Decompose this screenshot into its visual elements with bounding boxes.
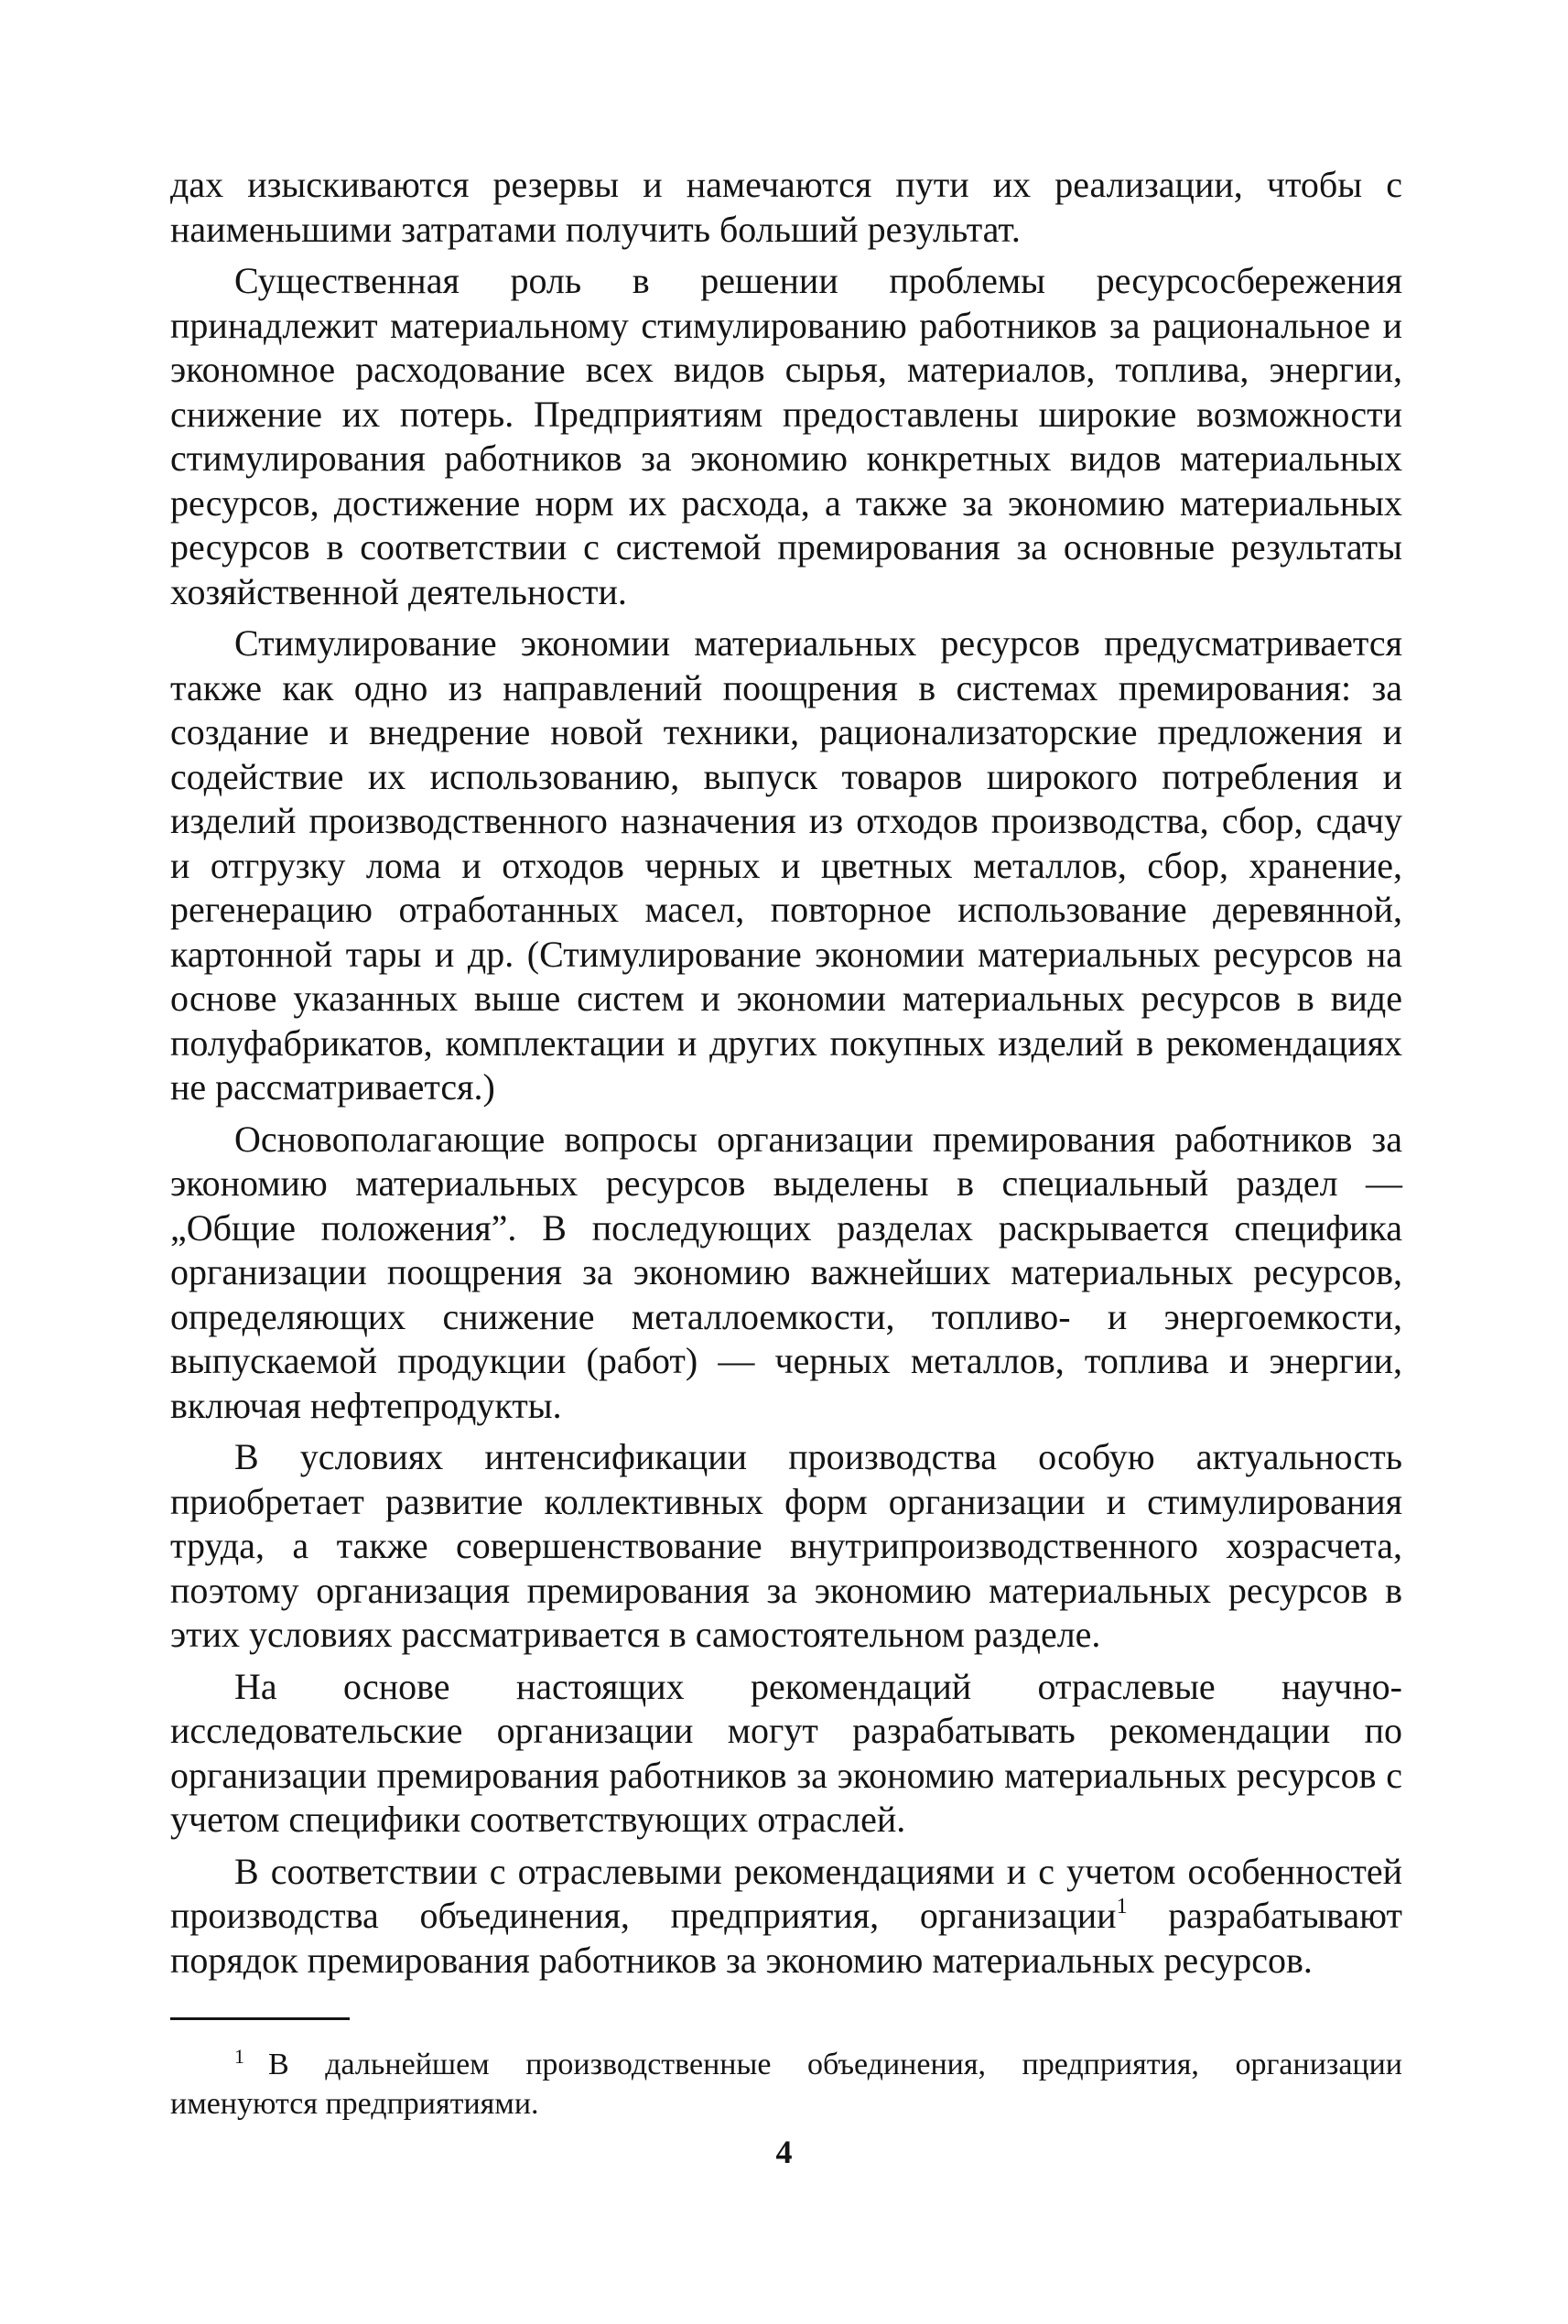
page-number: 4 <box>775 2134 793 2170</box>
footnote-divider <box>170 2017 350 2020</box>
paragraph: Существенная роль в решении проблемы ресурсосбережения принадлежит материальному стимулированию работников за рациональное и экономное расходование всех видов сырья, материалов, топлива, энергии, снижение их потерь. Предприятиям предоставлены широкие возможности стимулирования работников за экономию конкретных видов материальных ресурсов, достижение норм их расхода, а также за экономию материальных ресурсов в соответствии с системой премирования за основные результаты хозяйственной деятельности. <box>170 260 1402 612</box>
paragraph: Стимулирование экономии материальных ресурсов предусматривается также как одно из направлений поощрения в системах премирования: за создание и внедрение новой техники, рационализаторские предложения и содействие их использованию, выпуск товаров широкого потребления и изделий производственного назначения из отходов производства, сбор, сдачу и отгрузку лома и отходов черных и цветных металлов, сбор, хранение, регенерацию отработанных масел, повторное использование деревянной, картонной тары и др. (Стимулирование экономии материальных ресурсов на основе указанных выше систем и экономии материальных ресурсов в виде полуфабрикатов, комплектации и других покупных изделий в рекомендациях не рассматривается.) <box>170 622 1402 1108</box>
footnote <box>170 2045 1402 2124</box>
paragraph: Основополагающие вопросы организации премирования работников за экономию материальных ресурсов выделены в специальный раздел — „Общие положения”. В последующих разделах раскрывается специфика организации поощрения за экономию важнейших материальных ресурсов, определяющих снижение металлоемкости, топливо- и энергоемкости, выпускаемой продукции (работ) — черных металлов, топлива и энергии, включая нефтепродукты. <box>170 1118 1402 1426</box>
paragraph-text-start: В соответствии с отраслевыми рекомендациями и с учетом особенностей производства объединения, предприятия, организации <box>170 1850 1402 1936</box>
paragraph: В условиях интенсификации производства особую актуальность приобретает развитие коллективных форм организации и стимулирования труда, а также совершенствование внутрипроизводственного хозрасчета, поэтому организация премирования за экономию материальных ресурсов в этих условиях рассматривается в самостоятельном разделе. <box>170 1436 1402 1655</box>
footnote-mark: 1 <box>234 2045 244 2068</box>
body-text <box>170 163 1402 1990</box>
footnote-text: В дальнейшем производственные объединения, предприятия, организации именуются предприятиями. <box>170 2048 1402 2121</box>
paragraph: На основе настоящих рекомендаций отраслевые научно-исследовательские организации могут разрабатывать рекомендации по организации премирования работников за экономию материальных ресурсов с учетом специфики соответствующих отраслей. <box>170 1665 1402 1840</box>
paragraph-text-end: разрабатывают порядок премирования работников за экономию материальных ресурсов. <box>170 1895 1402 1981</box>
paragraph-continuation: дах изыскиваются резервы и намечаются пути их реализации, чтобы с наименьшими затратами получить больший результат. <box>170 164 1402 250</box>
footnote-reference: 1 <box>1116 1895 1128 1919</box>
paragraph-with-footnote-ref <box>170 1850 1402 1984</box>
